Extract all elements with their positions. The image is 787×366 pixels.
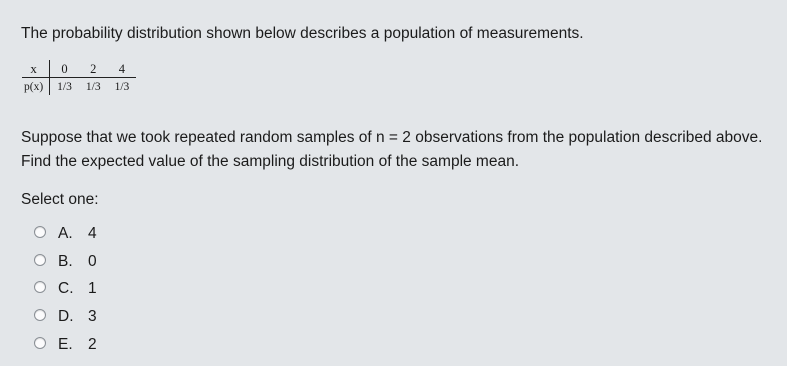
option-letter: A.	[58, 225, 73, 242]
radio-button-icon[interactable]	[34, 254, 46, 266]
table-row-x	[22, 60, 136, 78]
table-p-cell: 1/3	[85, 80, 101, 93]
option-value: 2	[88, 336, 97, 353]
option-letter: C.	[58, 280, 74, 297]
option-c[interactable]	[34, 277, 97, 301]
select-one-label: Select one:	[21, 191, 99, 208]
option-e[interactable]	[34, 333, 97, 357]
option-letter: E.	[58, 336, 73, 353]
option-a[interactable]	[34, 222, 97, 246]
option-value: 0	[88, 253, 97, 270]
table-p-cell: 1/3	[57, 80, 72, 93]
radio-button-icon[interactable]	[34, 226, 46, 238]
table-x-cell: 4	[108, 60, 137, 78]
radio-button-icon[interactable]	[34, 281, 46, 293]
radio-button-icon[interactable]	[34, 309, 46, 321]
question-intro: The probability distribution shown below describes a population of measurements.	[21, 25, 584, 42]
table-p-cell: 1/3	[114, 80, 130, 93]
probability-table	[22, 60, 136, 95]
question-body	[21, 126, 762, 174]
option-b[interactable]	[34, 250, 97, 274]
option-d[interactable]	[34, 305, 97, 329]
radio-button-icon[interactable]	[34, 337, 46, 349]
option-letter: B.	[58, 253, 73, 270]
table-row-p	[22, 78, 136, 96]
option-letter: D.	[58, 308, 74, 325]
option-value: 3	[88, 308, 97, 325]
table-x-cell: 0	[50, 60, 79, 78]
table-p-label: p(x)	[22, 78, 50, 96]
question-line-1: Suppose that we took repeated random samples of n = 2 observations from the population described above.	[21, 129, 763, 146]
question-line-2: Find the expected value of the sampling distribution of the sample mean.	[21, 153, 520, 170]
table-x-cell: 2	[79, 60, 108, 78]
option-value: 1	[88, 280, 97, 297]
option-value: 4	[88, 225, 97, 242]
table-x-label: x	[22, 60, 50, 78]
